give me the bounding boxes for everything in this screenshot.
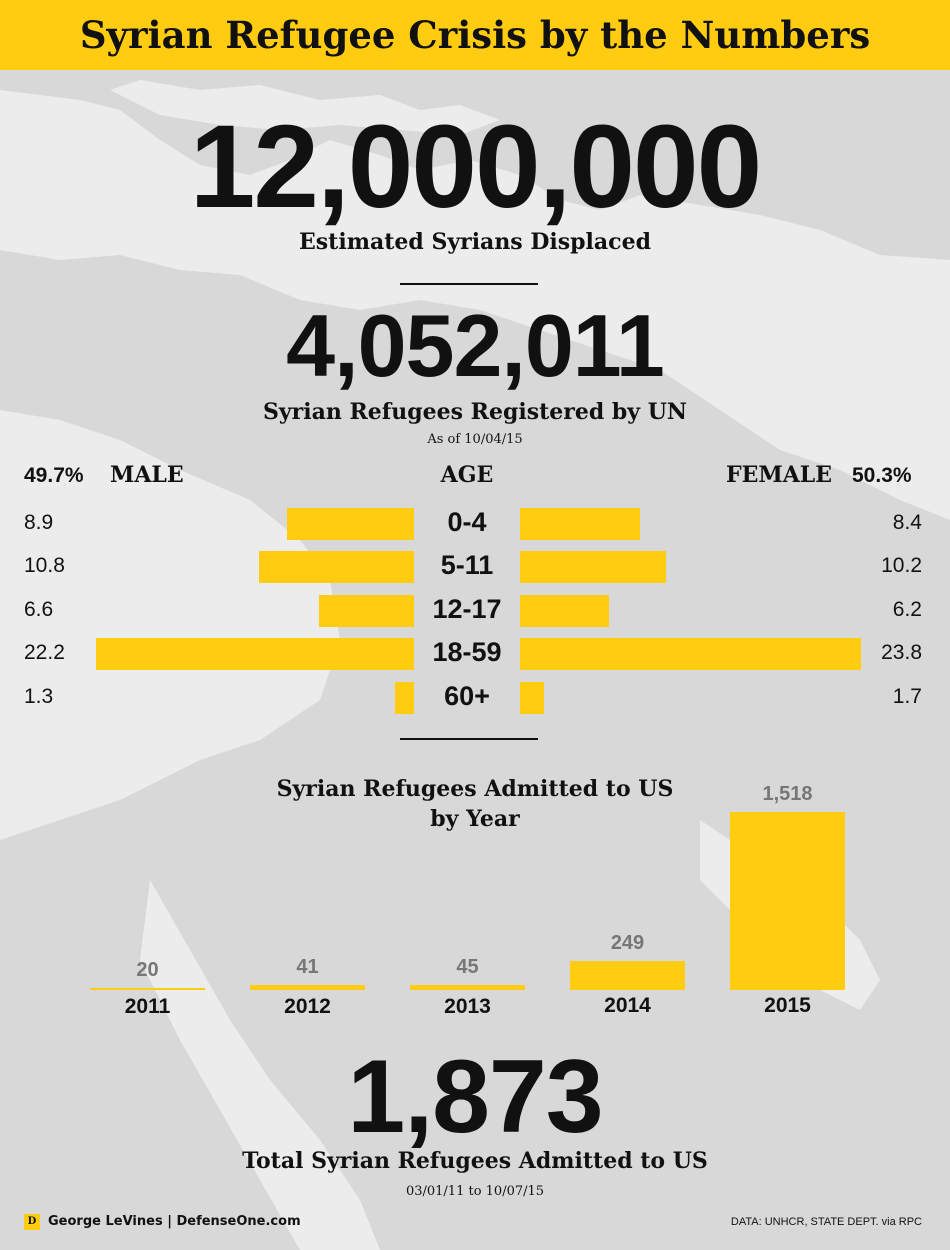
female-bar <box>520 595 609 627</box>
age-label: AGE <box>440 462 494 488</box>
year-label: 2013 <box>444 995 491 1018</box>
age-group-label: 0-4 <box>447 507 487 537</box>
male-value: 10.8 <box>24 554 65 577</box>
total-count: 1,873 <box>347 1039 603 1155</box>
page-title: Syrian Refugee Crisis by the Numbers <box>79 13 871 57</box>
female-label: FEMALE <box>726 462 833 488</box>
total-label: Total Syrian Refugees Admitted to US <box>242 1148 708 1174</box>
female-bar <box>520 508 640 540</box>
female-value: 1.7 <box>892 685 922 708</box>
male-bar <box>395 682 414 714</box>
footer-credit: George LeVines | DefenseOne.com <box>48 1214 301 1229</box>
male-percent: 49.7% <box>24 464 84 487</box>
female-value: 23.8 <box>881 641 922 664</box>
age-group-label: 18-59 <box>432 637 502 667</box>
year-label: 2012 <box>284 995 331 1018</box>
us-chart-title-line1: Syrian Refugees Admitted to US <box>276 776 674 802</box>
registered-date: As of 10/04/15 <box>427 432 523 447</box>
year-label: 2015 <box>764 994 811 1017</box>
year-bar <box>410 985 525 990</box>
female-percent: 50.3% <box>852 464 912 487</box>
registered-label: Syrian Refugees Registered by UN <box>262 399 687 425</box>
male-label: MALE <box>110 462 184 488</box>
year-bar <box>570 961 685 990</box>
displaced-label: Estimated Syrians Displaced <box>299 229 651 255</box>
male-bar <box>259 551 414 583</box>
defenseone-logo: D <box>24 1214 40 1230</box>
age-group-label: 5-11 <box>440 550 494 580</box>
footer-source: DATA: UNHCR, STATE DEPT. via RPC <box>730 1216 922 1228</box>
header-banner <box>0 0 950 70</box>
year-label: 2011 <box>124 995 171 1018</box>
male-bar <box>96 638 414 670</box>
male-bar <box>287 508 414 540</box>
male-value: 1.3 <box>24 685 54 708</box>
year-value-label: 41 <box>296 956 319 979</box>
male-value: 8.9 <box>24 511 54 534</box>
us-chart-title-line2: by Year <box>430 806 520 832</box>
registered-count: 4,052,011 <box>286 296 664 395</box>
year-value-label: 20 <box>136 958 159 981</box>
year-value-label: 1,518 <box>762 783 813 805</box>
female-value: 10.2 <box>881 554 922 577</box>
female-value: 8.4 <box>892 511 922 534</box>
male-bar <box>319 595 414 627</box>
total-date-range: 03/01/11 to 10/07/15 <box>405 1184 545 1199</box>
male-value: 22.2 <box>24 641 65 664</box>
divider-middle <box>400 738 538 740</box>
year-bar <box>250 985 365 990</box>
age-group-label: 60+ <box>444 681 490 711</box>
year-bar <box>90 988 205 990</box>
male-value: 6.6 <box>24 598 54 621</box>
displaced-count: 12,000,000 <box>189 101 761 233</box>
female-bar <box>520 682 544 714</box>
female-value: 6.2 <box>892 598 922 621</box>
year-value-label: 249 <box>610 931 645 954</box>
year-bar <box>730 812 845 990</box>
female-bar <box>520 638 861 670</box>
year-label: 2014 <box>604 994 651 1017</box>
age-group-label: 12-17 <box>432 594 502 624</box>
year-value-label: 45 <box>456 955 479 978</box>
female-bar <box>520 551 666 583</box>
divider-top <box>400 283 538 285</box>
